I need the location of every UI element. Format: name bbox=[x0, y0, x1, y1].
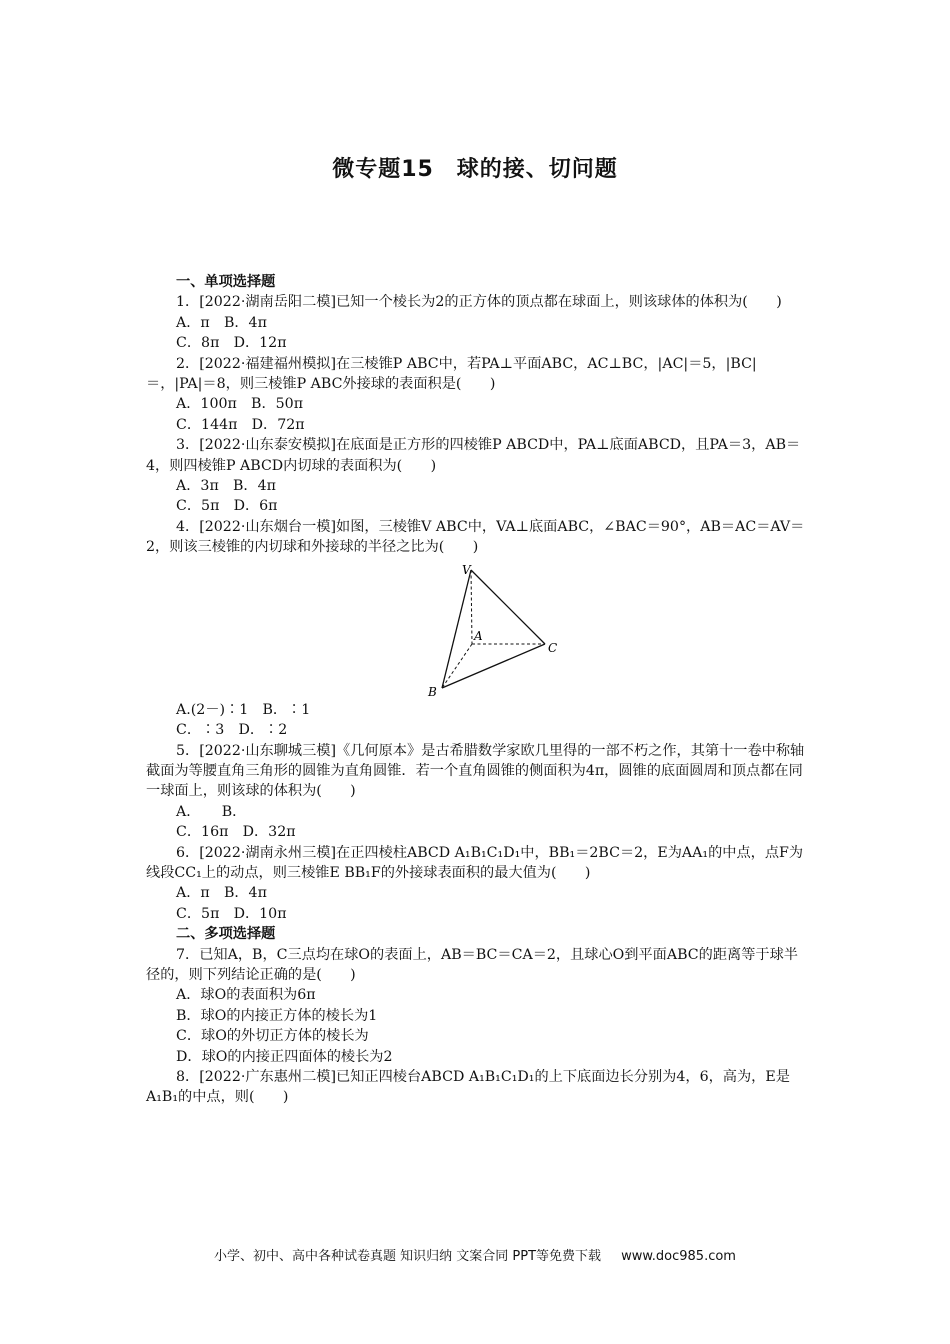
vertex-label-a: A bbox=[474, 628, 483, 643]
edge-bc bbox=[442, 644, 545, 688]
question-4-options-cd: C．∶3 D．∶2 bbox=[176, 722, 288, 739]
question-2-options-ab: A．100π B．50π bbox=[176, 396, 304, 413]
question-5-options-cd: C．16π D．32π bbox=[176, 824, 296, 841]
question-4-options-ab: A.(2－)∶1 B．∶1 bbox=[176, 701, 311, 718]
question-7-option-a: A．球O的表面积为6π bbox=[176, 987, 316, 1004]
question-3-options-cd: C．5π D．6π bbox=[176, 498, 278, 515]
question-3-options-ab: A．3π B．4π bbox=[176, 478, 276, 495]
page-title: 微专题15 球的接、切问题 bbox=[332, 157, 618, 182]
pyramid-figure bbox=[146, 558, 806, 700]
question-6-options-cd: C．5π D．10π bbox=[176, 905, 287, 922]
question-8-stem: 8．[2022·广东惠州二模]已知正四棱台ABCD A₁B₁C₁D₁的上下底面边长分别为4，6，高为，E是A₁B₁的中点，则( ) bbox=[146, 1069, 790, 1106]
question-2-options-cd: C．144π D．72π bbox=[176, 416, 305, 433]
question-6-stem: 6．[2022·湖南永州三模]在正四棱柱ABCD A₁B₁C₁D₁中，BB₁＝2BC＝2，E为AA₁的中点，点F为线段CC₁上的动点，则三棱锥E BB₁F的外接球表面积的最大值为( ) bbox=[146, 844, 804, 881]
question-1-options-ab: A．π B．4π bbox=[176, 314, 267, 331]
page-footer bbox=[0, 1245, 950, 1264]
question-2-stem: 2．[2022·福建福州模拟]在三棱锥P ABC中，若PA⊥平面ABC，AC⊥BC，|AC|＝5，|BC|＝，|PA|＝8，则三棱锥P ABC外接球的表面积是( ) bbox=[146, 355, 757, 393]
question-1-stem: 1．[2022·湖南岳阳二模]已知一个棱长为2的正方体的顶点都在球面上，则该球体的体积为( ) bbox=[176, 294, 782, 311]
question-1-options-cd: C．8π D．12π bbox=[176, 335, 287, 352]
section-heading-multi: 二、多项选择题 bbox=[176, 926, 276, 943]
question-5-stem: 5．[2022·山东聊城三模]《几何原本》是古希腊数学家欧几里得的一部不朽之作，其第十一卷中称轴截面为等腰直角三角形的圆锥为直角圆锥．若一个直角圆锥的侧面积为4π，圆锥的底面圆周和顶点都在同一球面上，则该球的体积为( ) bbox=[146, 742, 805, 800]
question-6-options-ab: A．π B．4π bbox=[176, 885, 267, 902]
vertex-label-c: C bbox=[548, 640, 558, 655]
question-list bbox=[146, 272, 806, 1108]
footer-site-link[interactable]: www.doc985.com bbox=[621, 1249, 736, 1264]
edge-va bbox=[471, 570, 472, 644]
question-7-option-c: C．球O的外切正方体的棱长为 bbox=[176, 1028, 369, 1045]
footer-text: 小学、初中、高中各种试卷真题 知识归纳 文案合同 PPT等免费下载 bbox=[214, 1249, 602, 1264]
question-7-option-b: B．球O的内接正方体的棱长为1 bbox=[176, 1007, 378, 1024]
question-5-options-ab: A． B． bbox=[176, 803, 247, 820]
vertex-label-b: B bbox=[428, 684, 437, 698]
question-7-stem: 7．已知A，B，C三点均在球O的表面上，AB＝BC＝CA＝2，且球心O到平面ABC的距离等于球半径的，则下列结论正确的是( ) bbox=[146, 946, 798, 983]
question-7-option-d: D．球O的内接正四面体的棱长为2 bbox=[176, 1048, 393, 1065]
vertex-label-v: V bbox=[462, 562, 471, 577]
question-3-stem: 3．[2022·山东泰安模拟]在底面是正方形的四棱锥P ABCD中，PA⊥底面ABCD，且PA＝3，AB＝4，则四棱锥P ABCD内切球的表面积为( ) bbox=[146, 437, 801, 474]
pyramid-diagram bbox=[418, 560, 568, 698]
section-heading-single: 一、单项选择题 bbox=[176, 274, 276, 290]
edge-vb bbox=[442, 570, 471, 688]
question-4-stem: 4．[2022·山东烟台一模]如图，三棱锥V ABC中，VA⊥底面ABC，∠BAC＝90°，AB＝AC＝AV＝2，则该三棱锥的内切球和外接球的半径之比为( ) bbox=[146, 518, 805, 556]
